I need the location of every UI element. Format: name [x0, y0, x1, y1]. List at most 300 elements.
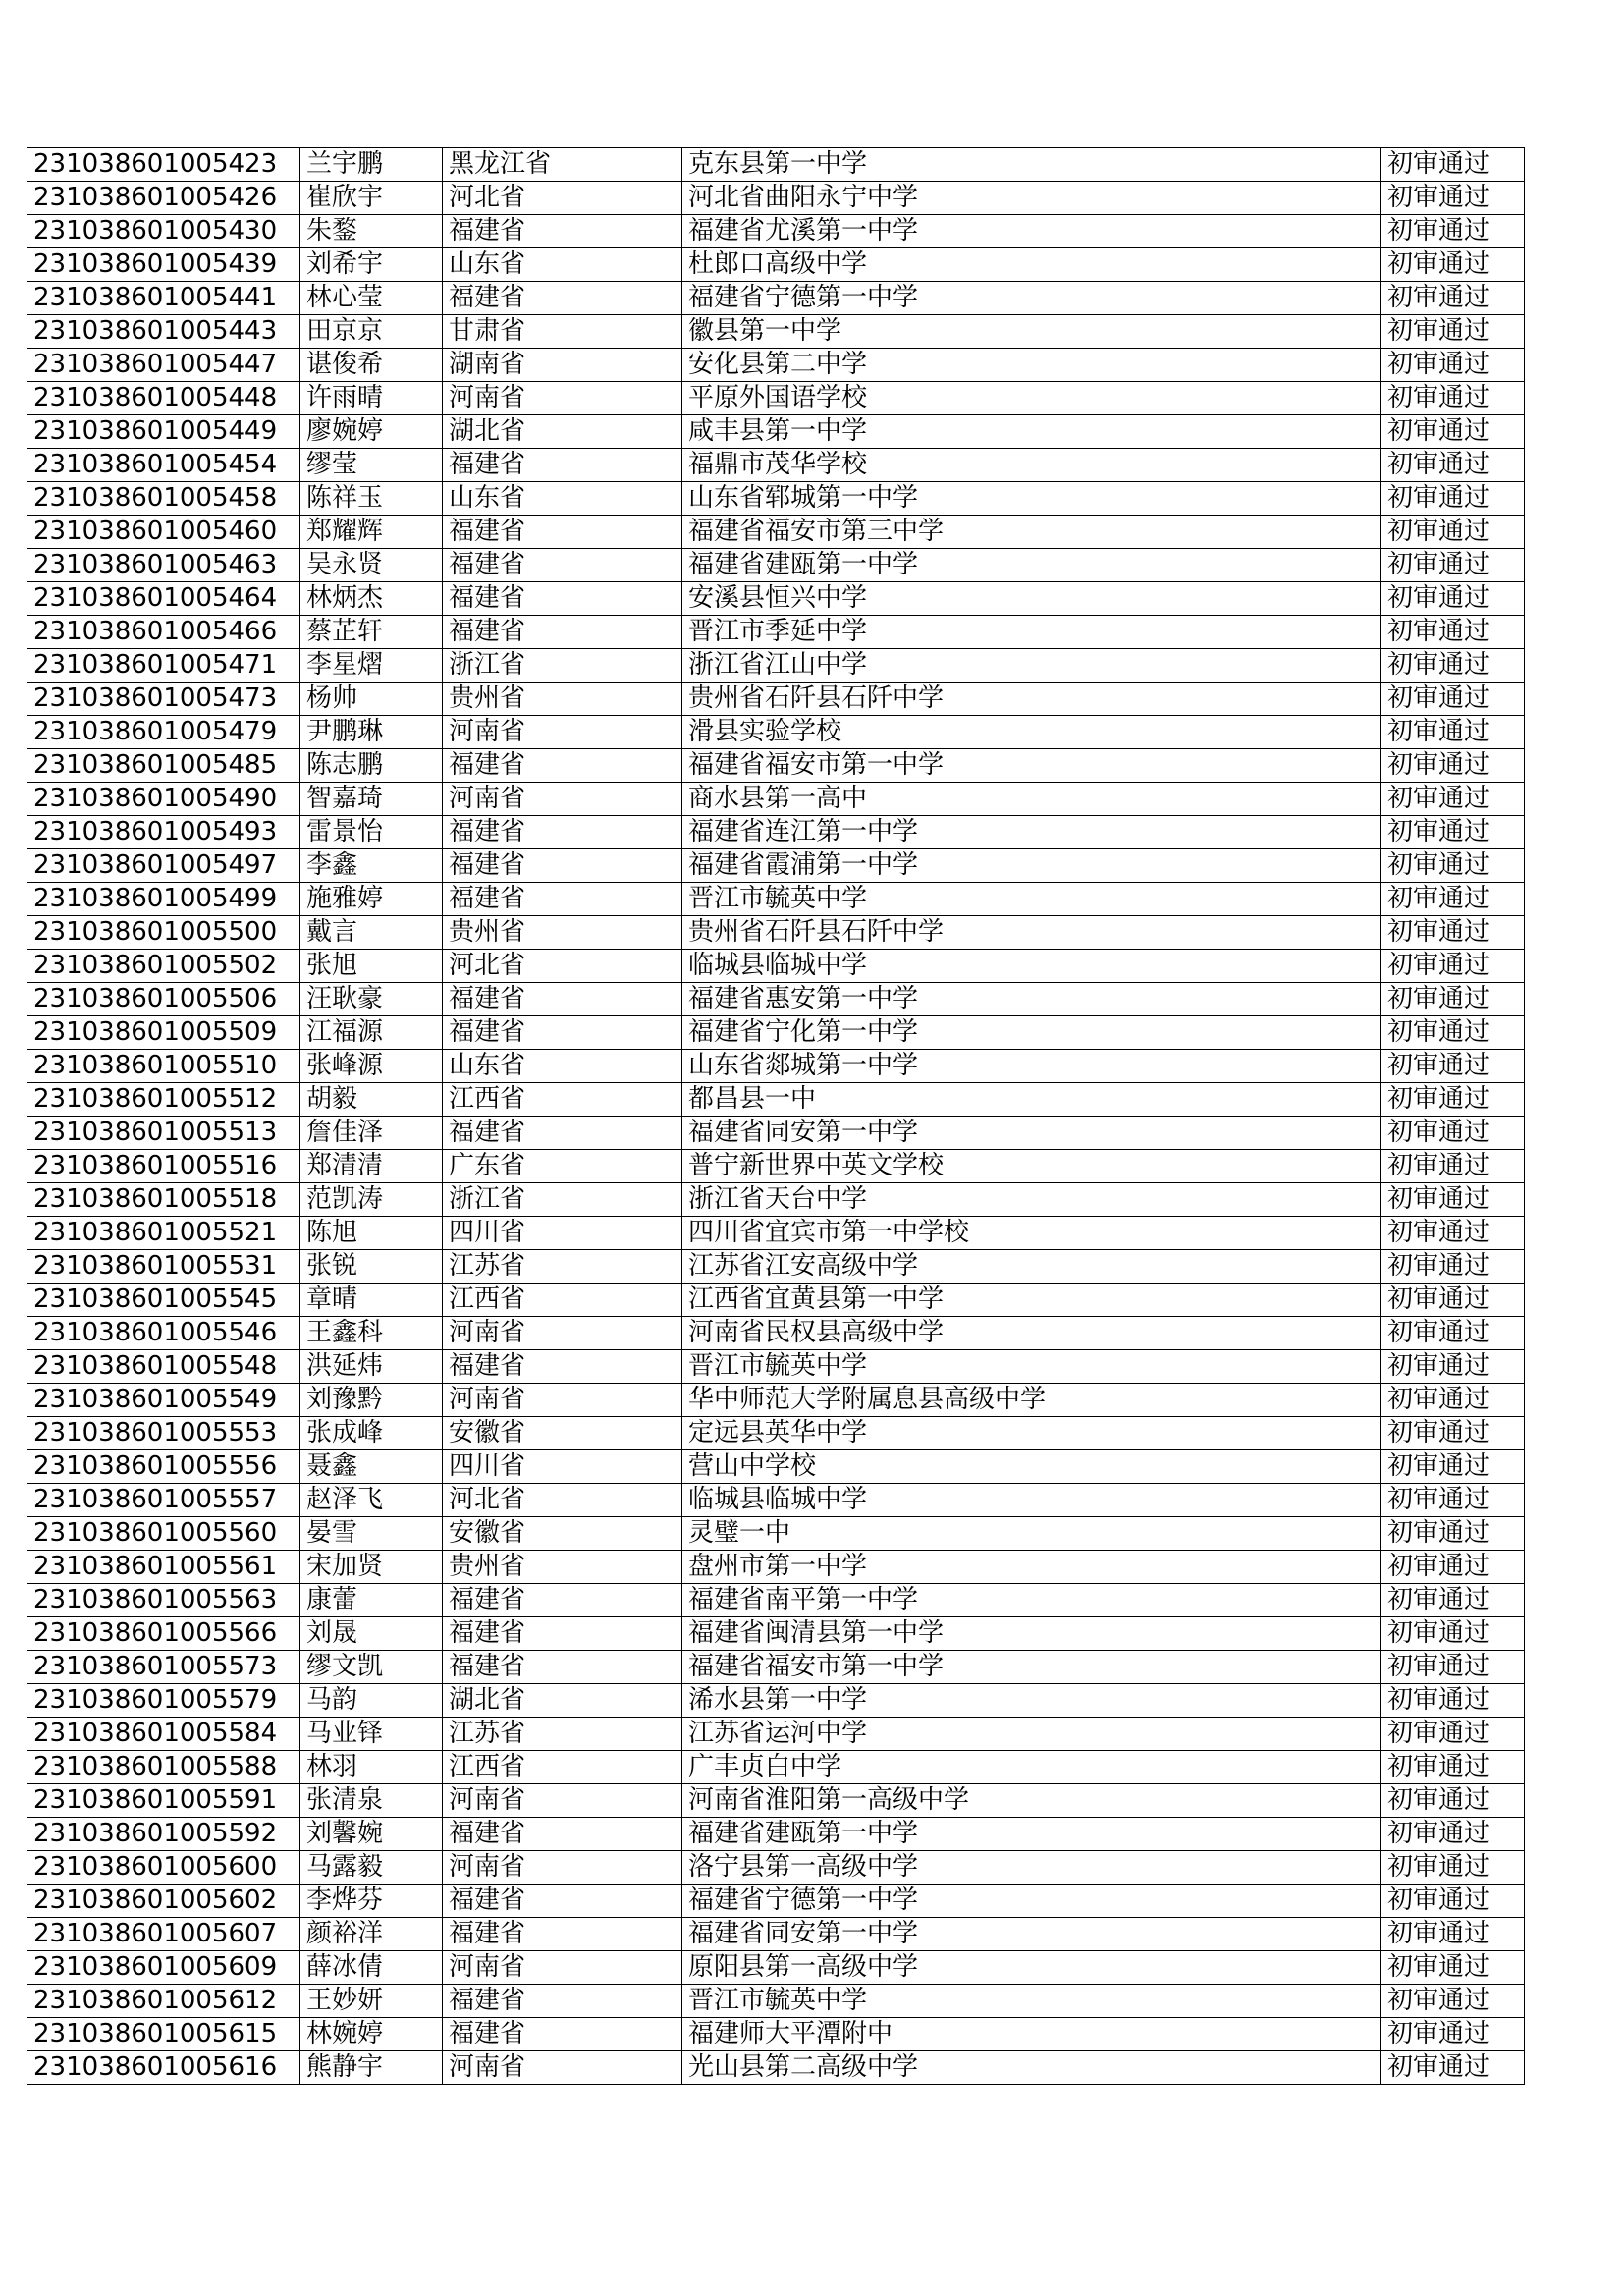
province-cell: 江苏省 — [443, 1250, 682, 1284]
province-cell: 江苏省 — [443, 1718, 682, 1751]
applicant-id-cell: 231038601005506 — [27, 983, 300, 1016]
applicant-id-cell: 231038601005447 — [27, 349, 300, 382]
applicant-id-cell: 231038601005497 — [27, 849, 300, 883]
province-cell: 贵州省 — [443, 683, 682, 716]
province-cell: 湖南省 — [443, 349, 682, 382]
school-cell: 徽县第一中学 — [682, 315, 1381, 349]
name-cell: 林羽 — [300, 1751, 443, 1784]
name-cell: 李鑫 — [300, 849, 443, 883]
applicant-id-cell: 231038601005600 — [27, 1851, 300, 1885]
applicant-id-cell: 231038601005584 — [27, 1718, 300, 1751]
applicant-id-cell: 231038601005545 — [27, 1284, 300, 1317]
school-cell: 安溪县恒兴中学 — [682, 582, 1381, 616]
school-cell: 灵璧一中 — [682, 1517, 1381, 1551]
status-cell: 初审通过 — [1381, 182, 1525, 215]
province-cell: 贵州省 — [443, 916, 682, 950]
table-row — [27, 1918, 1525, 1951]
status-cell: 初审通过 — [1381, 1117, 1525, 1150]
applicant-id-cell: 231038601005609 — [27, 1951, 300, 1985]
applicant-id-cell: 231038601005592 — [27, 1818, 300, 1851]
name-cell: 詹佳泽 — [300, 1117, 443, 1150]
status-cell: 初审通过 — [1381, 349, 1525, 382]
name-cell: 张清泉 — [300, 1784, 443, 1818]
applicant-id-cell: 231038601005602 — [27, 1885, 300, 1918]
name-cell: 康蕾 — [300, 1584, 443, 1617]
applicant-id-cell: 231038601005549 — [27, 1384, 300, 1417]
table-row — [27, 1250, 1525, 1284]
province-cell: 河南省 — [443, 1384, 682, 1417]
name-cell: 朱鍪 — [300, 215, 443, 248]
school-cell: 临城县临城中学 — [682, 1484, 1381, 1517]
name-cell: 马韵 — [300, 1684, 443, 1718]
table-row — [27, 382, 1525, 415]
status-cell: 初审通过 — [1381, 1484, 1525, 1517]
province-cell: 福建省 — [443, 1584, 682, 1617]
school-cell: 福建省同安第一中学 — [682, 1918, 1381, 1951]
table-row — [27, 415, 1525, 449]
status-cell: 初审通过 — [1381, 649, 1525, 683]
school-cell: 江苏省运河中学 — [682, 1718, 1381, 1751]
school-cell: 福建省福安市第一中学 — [682, 749, 1381, 783]
applicant-id-cell: 231038601005443 — [27, 315, 300, 349]
school-cell: 营山中学校 — [682, 1450, 1381, 1484]
applicant-id-cell: 231038601005531 — [27, 1250, 300, 1284]
school-cell: 光山县第二高级中学 — [682, 2051, 1381, 2085]
school-cell: 福建省宁化第一中学 — [682, 1016, 1381, 1050]
status-cell: 初审通过 — [1381, 415, 1525, 449]
school-cell: 贵州省石阡县石阡中学 — [682, 916, 1381, 950]
status-cell: 初审通过 — [1381, 916, 1525, 950]
table-row — [27, 215, 1525, 248]
name-cell: 智嘉琦 — [300, 783, 443, 816]
province-cell: 福建省 — [443, 549, 682, 582]
table-row — [27, 1851, 1525, 1885]
name-cell: 洪延炜 — [300, 1350, 443, 1384]
table-row — [27, 349, 1525, 382]
province-cell: 江西省 — [443, 1083, 682, 1117]
status-cell: 初审通过 — [1381, 1384, 1525, 1417]
table-row — [27, 182, 1525, 215]
applicant-id-cell: 231038601005512 — [27, 1083, 300, 1117]
status-cell: 初审通过 — [1381, 849, 1525, 883]
applicant-id-cell: 231038601005448 — [27, 382, 300, 415]
table-row — [27, 849, 1525, 883]
province-cell: 安徽省 — [443, 1517, 682, 1551]
table-row — [27, 549, 1525, 582]
province-cell: 福建省 — [443, 582, 682, 616]
school-cell: 平原外国语学校 — [682, 382, 1381, 415]
province-cell: 福建省 — [443, 215, 682, 248]
applicant-id-cell: 231038601005546 — [27, 1317, 300, 1350]
name-cell: 杨帅 — [300, 683, 443, 716]
name-cell: 陈旭 — [300, 1217, 443, 1250]
status-cell: 初审通过 — [1381, 282, 1525, 315]
applicant-id-cell: 231038601005423 — [27, 148, 300, 182]
school-cell: 盘州市第一中学 — [682, 1551, 1381, 1584]
province-cell: 山东省 — [443, 482, 682, 516]
table-row — [27, 1117, 1525, 1150]
school-cell: 山东省郯城第一中学 — [682, 1050, 1381, 1083]
table-row — [27, 950, 1525, 983]
applicant-id-cell: 231038601005493 — [27, 816, 300, 849]
status-cell: 初审通过 — [1381, 1050, 1525, 1083]
applicant-id-cell: 231038601005463 — [27, 549, 300, 582]
applicant-id-cell: 231038601005563 — [27, 1584, 300, 1617]
table-row — [27, 1784, 1525, 1818]
name-cell: 范凯涛 — [300, 1183, 443, 1217]
status-cell: 初审通过 — [1381, 683, 1525, 716]
school-cell: 杜郎口高级中学 — [682, 248, 1381, 282]
school-cell: 福建省建瓯第一中学 — [682, 549, 1381, 582]
province-cell: 福建省 — [443, 883, 682, 916]
table-row — [27, 749, 1525, 783]
applicant-id-cell: 231038601005573 — [27, 1651, 300, 1684]
table-row — [27, 1818, 1525, 1851]
name-cell: 赵泽飞 — [300, 1484, 443, 1517]
status-cell: 初审通过 — [1381, 1651, 1525, 1684]
name-cell: 章晴 — [300, 1284, 443, 1317]
table-row — [27, 1484, 1525, 1517]
applicant-id-cell: 231038601005499 — [27, 883, 300, 916]
province-cell: 湖北省 — [443, 415, 682, 449]
name-cell: 谌俊希 — [300, 349, 443, 382]
name-cell: 颜裕洋 — [300, 1918, 443, 1951]
name-cell: 聂鑫 — [300, 1450, 443, 1484]
name-cell: 刘馨婉 — [300, 1818, 443, 1851]
status-cell: 初审通过 — [1381, 1450, 1525, 1484]
school-cell: 河南省民权县高级中学 — [682, 1317, 1381, 1350]
applicant-id-cell: 231038601005490 — [27, 783, 300, 816]
province-cell: 福建省 — [443, 282, 682, 315]
table-row — [27, 1317, 1525, 1350]
name-cell: 马露毅 — [300, 1851, 443, 1885]
school-cell: 贵州省石阡县石阡中学 — [682, 683, 1381, 716]
table-row — [27, 616, 1525, 649]
table-row — [27, 1384, 1525, 1417]
table-row — [27, 1751, 1525, 1784]
province-cell: 湖北省 — [443, 1684, 682, 1718]
school-cell: 滑县实验学校 — [682, 716, 1381, 749]
applicant-table-body — [27, 148, 1525, 2085]
school-cell: 江西省宜黄县第一中学 — [682, 1284, 1381, 1317]
table-row — [27, 1985, 1525, 2018]
status-cell: 初审通过 — [1381, 983, 1525, 1016]
applicant-table — [27, 147, 1525, 2085]
province-cell: 福建省 — [443, 449, 682, 482]
applicant-id-cell: 231038601005485 — [27, 749, 300, 783]
table-row — [27, 1417, 1525, 1450]
province-cell: 福建省 — [443, 849, 682, 883]
applicant-id-cell: 231038601005561 — [27, 1551, 300, 1584]
applicant-id-cell: 231038601005460 — [27, 516, 300, 549]
province-cell: 福建省 — [443, 616, 682, 649]
name-cell: 施雅婷 — [300, 883, 443, 916]
province-cell: 河南省 — [443, 783, 682, 816]
province-cell: 甘肃省 — [443, 315, 682, 349]
school-cell: 山东省郓城第一中学 — [682, 482, 1381, 516]
school-cell: 福建省南平第一中学 — [682, 1584, 1381, 1617]
table-row — [27, 649, 1525, 683]
applicant-id-cell: 231038601005466 — [27, 616, 300, 649]
status-cell: 初审通过 — [1381, 1818, 1525, 1851]
status-cell: 初审通过 — [1381, 950, 1525, 983]
table-row — [27, 1651, 1525, 1684]
school-cell: 洛宁县第一高级中学 — [682, 1851, 1381, 1885]
status-cell: 初审通过 — [1381, 1517, 1525, 1551]
table-row — [27, 916, 1525, 950]
name-cell: 刘希宇 — [300, 248, 443, 282]
province-cell: 河北省 — [443, 950, 682, 983]
school-cell: 普宁新世界中英文学校 — [682, 1150, 1381, 1183]
status-cell: 初审通过 — [1381, 1584, 1525, 1617]
table-row — [27, 516, 1525, 549]
status-cell: 初审通过 — [1381, 248, 1525, 282]
name-cell: 宋加贤 — [300, 1551, 443, 1584]
applicant-id-cell: 231038601005471 — [27, 649, 300, 683]
school-cell: 福建省建瓯第一中学 — [682, 1818, 1381, 1851]
name-cell: 王妙妍 — [300, 1985, 443, 2018]
school-cell: 福建省福安市第三中学 — [682, 516, 1381, 549]
school-cell: 福鼎市茂华学校 — [682, 449, 1381, 482]
table-row — [27, 716, 1525, 749]
name-cell: 李烨芬 — [300, 1885, 443, 1918]
name-cell: 熊静宇 — [300, 2051, 443, 2085]
status-cell: 初审通过 — [1381, 1551, 1525, 1584]
school-cell: 华中师范大学附属息县高级中学 — [682, 1384, 1381, 1417]
school-cell: 晋江市毓英中学 — [682, 883, 1381, 916]
province-cell: 福建省 — [443, 749, 682, 783]
name-cell: 许雨晴 — [300, 382, 443, 415]
name-cell: 张峰源 — [300, 1050, 443, 1083]
applicant-id-cell: 231038601005441 — [27, 282, 300, 315]
name-cell: 林心莹 — [300, 282, 443, 315]
status-cell: 初审通过 — [1381, 1985, 1525, 2018]
province-cell: 山东省 — [443, 248, 682, 282]
name-cell: 汪耿豪 — [300, 983, 443, 1016]
name-cell: 陈志鹏 — [300, 749, 443, 783]
table-row — [27, 582, 1525, 616]
name-cell: 王鑫科 — [300, 1317, 443, 1350]
applicant-id-cell: 231038601005548 — [27, 1350, 300, 1384]
status-cell: 初审通过 — [1381, 1918, 1525, 1951]
status-cell: 初审通过 — [1381, 382, 1525, 415]
province-cell: 福建省 — [443, 516, 682, 549]
school-cell: 临城县临城中学 — [682, 950, 1381, 983]
status-cell: 初审通过 — [1381, 1851, 1525, 1885]
name-cell: 郑清清 — [300, 1150, 443, 1183]
school-cell: 福建省宁德第一中学 — [682, 1885, 1381, 1918]
school-cell: 克东县第一中学 — [682, 148, 1381, 182]
table-row — [27, 1083, 1525, 1117]
status-cell: 初审通过 — [1381, 2051, 1525, 2085]
province-cell: 广东省 — [443, 1150, 682, 1183]
province-cell: 河南省 — [443, 1851, 682, 1885]
table-row — [27, 449, 1525, 482]
school-cell: 都昌县一中 — [682, 1083, 1381, 1117]
status-cell: 初审通过 — [1381, 1317, 1525, 1350]
province-cell: 福建省 — [443, 1651, 682, 1684]
table-row — [27, 1050, 1525, 1083]
applicant-id-cell: 231038601005557 — [27, 1484, 300, 1517]
table-row — [27, 1016, 1525, 1050]
name-cell: 尹鹏琳 — [300, 716, 443, 749]
school-cell: 咸丰县第一中学 — [682, 415, 1381, 449]
table-row — [27, 1284, 1525, 1317]
school-cell: 浠水县第一中学 — [682, 1684, 1381, 1718]
table-row — [27, 315, 1525, 349]
status-cell: 初审通过 — [1381, 1217, 1525, 1250]
school-cell: 江苏省江安高级中学 — [682, 1250, 1381, 1284]
province-cell: 黑龙江省 — [443, 148, 682, 182]
table-row — [27, 1584, 1525, 1617]
name-cell: 戴言 — [300, 916, 443, 950]
name-cell: 廖婉婷 — [300, 415, 443, 449]
school-cell: 商水县第一高中 — [682, 783, 1381, 816]
province-cell: 河南省 — [443, 1317, 682, 1350]
status-cell: 初审通过 — [1381, 2018, 1525, 2051]
status-cell: 初审通过 — [1381, 1183, 1525, 1217]
table-row — [27, 1150, 1525, 1183]
school-cell: 晋江市季延中学 — [682, 616, 1381, 649]
status-cell: 初审通过 — [1381, 1951, 1525, 1985]
table-row — [27, 816, 1525, 849]
province-cell: 河南省 — [443, 1951, 682, 1985]
name-cell: 崔欣宇 — [300, 182, 443, 215]
table-row — [27, 2018, 1525, 2051]
status-cell: 初审通过 — [1381, 1751, 1525, 1784]
applicant-id-cell: 231038601005579 — [27, 1684, 300, 1718]
school-cell: 福建省闽清县第一中学 — [682, 1617, 1381, 1651]
status-cell: 初审通过 — [1381, 1684, 1525, 1718]
province-cell: 四川省 — [443, 1217, 682, 1250]
province-cell: 江西省 — [443, 1751, 682, 1784]
status-cell: 初审通过 — [1381, 716, 1525, 749]
status-cell: 初审通过 — [1381, 749, 1525, 783]
status-cell: 初审通过 — [1381, 883, 1525, 916]
school-cell: 晋江市毓英中学 — [682, 1985, 1381, 2018]
school-cell: 福建省宁德第一中学 — [682, 282, 1381, 315]
school-cell: 四川省宜宾市第一中学校 — [682, 1217, 1381, 1250]
applicant-id-cell: 231038601005439 — [27, 248, 300, 282]
name-cell: 林婉婷 — [300, 2018, 443, 2051]
applicant-id-cell: 231038601005464 — [27, 582, 300, 616]
name-cell: 兰宇鹏 — [300, 148, 443, 182]
province-cell: 河南省 — [443, 716, 682, 749]
table-row — [27, 248, 1525, 282]
name-cell: 张锐 — [300, 1250, 443, 1284]
province-cell: 山东省 — [443, 1050, 682, 1083]
status-cell: 初审通过 — [1381, 1083, 1525, 1117]
status-cell: 初审通过 — [1381, 482, 1525, 516]
province-cell: 河北省 — [443, 182, 682, 215]
table-row — [27, 1551, 1525, 1584]
province-cell: 江西省 — [443, 1284, 682, 1317]
school-cell: 浙江省江山中学 — [682, 649, 1381, 683]
applicant-id-cell: 231038601005615 — [27, 2018, 300, 2051]
table-row — [27, 1183, 1525, 1217]
province-cell: 福建省 — [443, 1117, 682, 1150]
province-cell: 河南省 — [443, 382, 682, 415]
name-cell: 林炳杰 — [300, 582, 443, 616]
status-cell: 初审通过 — [1381, 1284, 1525, 1317]
status-cell: 初审通过 — [1381, 1250, 1525, 1284]
province-cell: 贵州省 — [443, 1551, 682, 1584]
table-row — [27, 1684, 1525, 1718]
applicant-id-cell: 231038601005502 — [27, 950, 300, 983]
name-cell: 张成峰 — [300, 1417, 443, 1450]
name-cell: 马业铎 — [300, 1718, 443, 1751]
school-cell: 河北省曲阳永宁中学 — [682, 182, 1381, 215]
applicant-id-cell: 231038601005566 — [27, 1617, 300, 1651]
name-cell: 缪莹 — [300, 449, 443, 482]
applicant-id-cell: 231038601005553 — [27, 1417, 300, 1450]
applicant-id-cell: 231038601005458 — [27, 482, 300, 516]
school-cell: 福建师大平潭附中 — [682, 2018, 1381, 2051]
school-cell: 广丰贞白中学 — [682, 1751, 1381, 1784]
table-row — [27, 983, 1525, 1016]
table-row — [27, 1350, 1525, 1384]
province-cell: 福建省 — [443, 1818, 682, 1851]
table-row — [27, 148, 1525, 182]
province-cell: 福建省 — [443, 1918, 682, 1951]
school-cell: 安化县第二中学 — [682, 349, 1381, 382]
status-cell: 初审通过 — [1381, 1350, 1525, 1384]
school-cell: 福建省福安市第一中学 — [682, 1651, 1381, 1684]
school-cell: 河南省淮阳第一高级中学 — [682, 1784, 1381, 1818]
table-row — [27, 282, 1525, 315]
province-cell: 福建省 — [443, 1016, 682, 1050]
name-cell: 吴永贤 — [300, 549, 443, 582]
province-cell: 福建省 — [443, 816, 682, 849]
status-cell: 初审通过 — [1381, 1016, 1525, 1050]
school-cell: 浙江省天台中学 — [682, 1183, 1381, 1217]
province-cell: 安徽省 — [443, 1417, 682, 1450]
applicant-id-cell: 231038601005426 — [27, 182, 300, 215]
province-cell: 河北省 — [443, 1484, 682, 1517]
province-cell: 浙江省 — [443, 649, 682, 683]
table-row — [27, 1517, 1525, 1551]
school-cell: 福建省连江第一中学 — [682, 816, 1381, 849]
province-cell: 福建省 — [443, 1350, 682, 1384]
table-row — [27, 1450, 1525, 1484]
applicant-id-cell: 231038601005479 — [27, 716, 300, 749]
applicant-id-cell: 231038601005500 — [27, 916, 300, 950]
school-cell: 福建省霞浦第一中学 — [682, 849, 1381, 883]
name-cell: 刘晟 — [300, 1617, 443, 1651]
name-cell: 刘豫黔 — [300, 1384, 443, 1417]
province-cell: 河南省 — [443, 2051, 682, 2085]
table-row — [27, 1617, 1525, 1651]
name-cell: 胡毅 — [300, 1083, 443, 1117]
table-row — [27, 1951, 1525, 1985]
status-cell: 初审通过 — [1381, 1718, 1525, 1751]
applicant-id-cell: 231038601005518 — [27, 1183, 300, 1217]
applicant-id-cell: 231038601005449 — [27, 415, 300, 449]
status-cell: 初审通过 — [1381, 549, 1525, 582]
applicant-id-cell: 231038601005454 — [27, 449, 300, 482]
school-cell: 福建省同安第一中学 — [682, 1117, 1381, 1150]
status-cell: 初审通过 — [1381, 1617, 1525, 1651]
status-cell: 初审通过 — [1381, 1885, 1525, 1918]
province-cell: 福建省 — [443, 1617, 682, 1651]
status-cell: 初审通过 — [1381, 516, 1525, 549]
applicant-id-cell: 231038601005510 — [27, 1050, 300, 1083]
name-cell: 李星熠 — [300, 649, 443, 683]
table-row — [27, 783, 1525, 816]
name-cell: 陈祥玉 — [300, 482, 443, 516]
name-cell: 缪文凯 — [300, 1651, 443, 1684]
name-cell: 薛冰倩 — [300, 1951, 443, 1985]
